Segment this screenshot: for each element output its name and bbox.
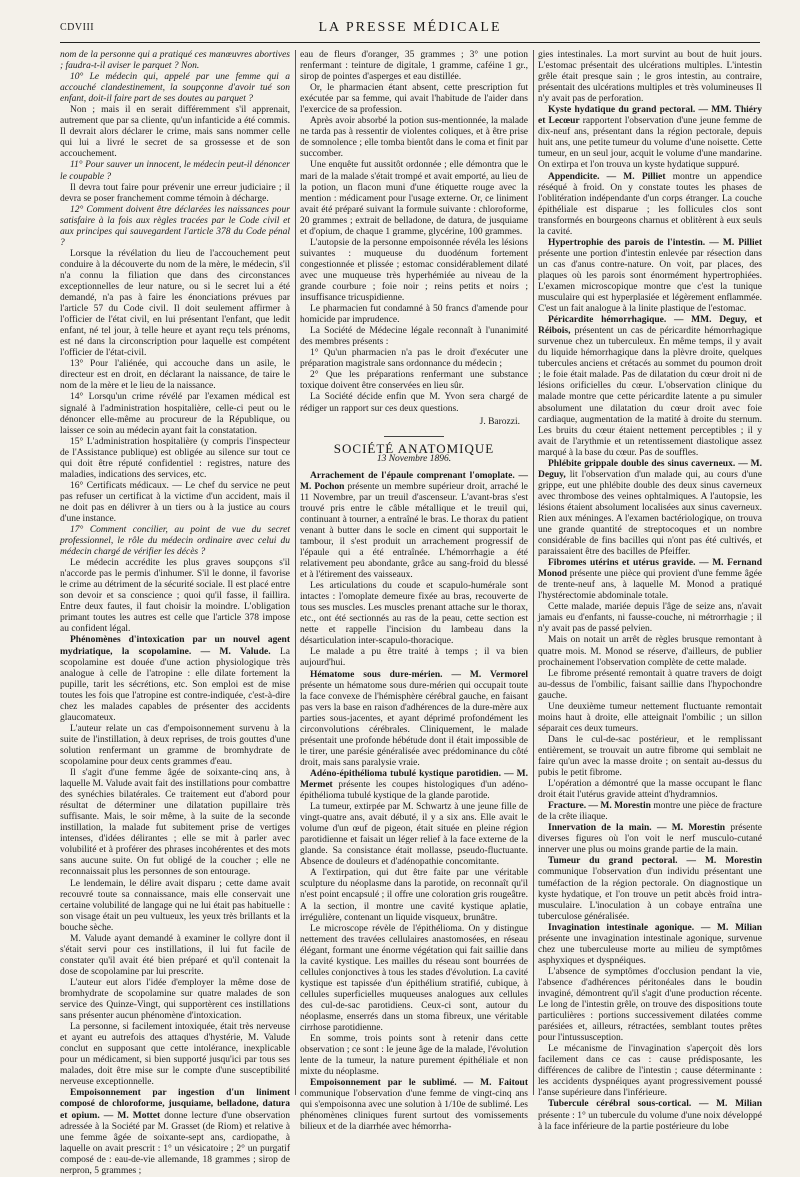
paragraph: 10° Le médecin qui, appelé par une femme qui a accouché clandestinement, la soupçonne d'avoir tué son enfant, doit-il faire part de ses doutes au parquet ? bbox=[60, 72, 290, 105]
article bbox=[300, 1078, 528, 1133]
paragraph: montre une pièce de fracture de la crête iliaque. bbox=[538, 801, 763, 823]
article bbox=[538, 459, 762, 558]
paragraph: Le mécanisme de l'invagination s'aperçoit dès lors facilement dans ce cas : cause prédisposante, les différences de calibre de l'intestin ; cause déterminante : les accidents dyspnéiques ayant progressivement poussé l'anse supérieure dans l'inférieure. bbox=[538, 1044, 762, 1099]
paragraph: En somme, trois points sont à retenir dans cette observation ; ce sont : le jeune âge de la malade, l'évolution lente de la tumeur, la nature purement épithéliale et non mixte du néoplasme. bbox=[300, 1034, 528, 1078]
article-heading: Tubercule cérébral sous-cortical. bbox=[548, 1099, 692, 1110]
paragraph: A l'extirpation, qui dut être faite par une véritable sculpture du néoplasme dans la parotide, on reconnaît qu'il n'est point encapsulé ; il offre une coloration gris rougeâtre. A la section, il montre une cavité kystique aplatie, irrégulière, contenant un liquide visqueux, brunâtre. bbox=[300, 868, 528, 923]
article-author: — M. Morestin bbox=[686, 856, 762, 867]
article-heading: Phlébite grippale double des sinus caverneux. bbox=[548, 458, 736, 469]
paragraph: L'auteur relate un cas d'empoisonnement survenu à la suite de l'instillation, à deux reprises, de trois gouttes d'une solution renfermant un gramme de bromhydrate de scopolamine pour deux cents grammes d'eau. bbox=[60, 723, 290, 767]
article-author: — M. Milian bbox=[700, 922, 763, 933]
paragraph: Le pharmacien fut condamné à 50 francs d'amende pour homicide par imprudence. bbox=[300, 304, 528, 326]
column-divider bbox=[533, 50, 534, 1095]
article bbox=[538, 923, 762, 967]
paragraph: Une enquête fut aussitôt ordonnée ; elle démontra que le mari de la malade s'était trompé et avait emporté, au lieu de la potion, un flacon muni d'une étiquette rouge avec la mention : médicament pour l'usage externe. Or, ce liniment avait été préparé suivant la formule suivante : chloroforme, 20 grammes ; extrait de belladone, de datura, de jusquiame et d'opium, de chaque 1 gramme, glycérine, 100 grammes. bbox=[300, 160, 528, 237]
paragraph: La Société de Médecine légale reconnaît à l'unanimité des membres présents : bbox=[300, 326, 528, 348]
section-title: SOCIÉTÉ ANATOMIQUE bbox=[333, 440, 495, 456]
article-author: — M. Milian bbox=[698, 1099, 763, 1110]
column-1 bbox=[60, 50, 291, 1176]
article-author: — M. Pilliet bbox=[606, 171, 666, 182]
article-heading: Innervation de la main. bbox=[548, 823, 652, 834]
article-author: — M. Mottet bbox=[103, 1110, 161, 1121]
paragraph: eau de fleurs d'oranger, 35 grammes ; 3° une potion renfermant : teinture de digitale, 1 gramme, caféine 1 gr., sirop de pointes d'asperges et eau distillée. bbox=[300, 50, 528, 83]
paragraph: 17° Comment concilier, au point de vue du secret professionnel, le rôle du médecin ordinaire avec celui du médecin chargé de vérifier les décès ? bbox=[60, 525, 290, 558]
paragraph: Le fibrome présenté remontait à quatre travers de doigt au-dessus de l'ombilic, faisant saillie dans l'hypochondre gauche. bbox=[538, 668, 762, 701]
page-number: CDVIII bbox=[60, 22, 95, 33]
article bbox=[538, 558, 762, 602]
paragraph: Or, le pharmacien étant absent, cette prescription fut exécutée par sa femme, qui avait l'habitude de l'aider dans l'exercice de sa profession. bbox=[300, 83, 528, 116]
article-author: — MM. Deguy, et Réibois, bbox=[538, 315, 762, 337]
article-author: — M. Morestin bbox=[588, 801, 651, 812]
paragraph: L'autopsie de la personne empoisonnée révéla les lésions suivantes : muqueuse du duodénum fortement congestionnée et plissée ; estomac considérablement dilaté avec une muqueuse très hyperhémiée au niveau de la grande courbure ; foie noir ; reins petits et noirs ; insuffisance tricuspidienne. bbox=[300, 237, 528, 304]
paragraph: La scopolamine est douée d'une action physiologique très analogue à celle de l'atropine : elle dilate fortement la pupille, tarit les sécrétions, etc. Son emploi est de mise toutes les fois que l'atropine est contre-indiquée, c'est-à-dire chez les malades capables de présenter des accidents glaucomateux. bbox=[60, 646, 290, 723]
article-heading: Fracture. bbox=[548, 801, 587, 812]
article bbox=[538, 801, 762, 823]
article-author: — M. Morestin bbox=[656, 823, 726, 834]
paragraph: Non ; mais il en serait différemment s'il apprenait, autrement que par sa cliente, qu'un infanticide a été commis. Il devrait alors déclarer le crime, mais sans nommer celle qui lui a livré le secret de sa grossesse et de son accouchement. bbox=[60, 105, 290, 160]
paragraph: montre un appendice réséqué à froid. On y constate toutes les phases de l'oblitération indépendante d'un corps étranger. La couche épithéliale est disparue ; les follicules clos sont transformés en bourgeons charnus et oblitèrent à eux seuls la cavité. bbox=[538, 171, 762, 237]
article bbox=[300, 769, 528, 802]
paragraph: L'opération a démontré que la masse occupant le flanc droit était l'utérus gravide atteint d'hydramnios. bbox=[538, 779, 762, 801]
page-header bbox=[60, 22, 760, 38]
paragraph: présente diverses figures où l'on voit le nerf musculo-cutané innerver une plus ou moins grande partie de la main. bbox=[538, 823, 763, 856]
paragraph: 16° Certificats médicaux. — Le chef du service ne peut pas refuser un certificat à la victime d'un accident, mais il ne doit pas en délivrer à un tiers ou à la justice au cours d'une instance. bbox=[60, 480, 290, 524]
article bbox=[538, 238, 762, 315]
paragraph: Le lendemain, le délire avait disparu ; cette dame avait recouvré toute sa connaissance, mais elle conservait une certaine volubilité de langage qui ne lui était pas habituelle : son visage était un peu vultueux, les yeux très brillants et la bouche sèche. bbox=[60, 878, 290, 933]
paragraph: présente : 1° un tubercule du volume d'une noix développé à la face inférieure de la partie postérieure du lobe bbox=[538, 1110, 762, 1132]
article-heading: Phénomènes d'intoxication par un nouvel agent mydriatique, la scopolamine. bbox=[60, 635, 290, 657]
paragraph: Il s'agit d'une femme âgée de soixante-cinq ans, à laquelle M. Valude avait fait des instillations pour combattre des synéchies bilatérales. Ce traitement eut d'abord pour résultat de déterminer une dilatation pupillaire très suffisante. Mais, le soir même, à la suite de la seconde instillation, la malade fut subitement prise de vertiges intenses, d'idées délirantes ; elle se mit à parler avec volubilité et à proférer des phrases incohérentes et des mots sans aucune suite. On fut obligé de la coucher ; elle ne reconnaissait plus les personnes de son entourage. bbox=[60, 768, 290, 878]
paragraph: communique l'observation d'une femme de vingt-cinq ans qui s'empoisonna avec une solution à 1/10e de sublimé. Les phénomènes cliniques furent surtout des vomissements bilieux et de la diarrhée avec hémorrha- bbox=[300, 1089, 528, 1133]
article-heading: Invagination intestinale agonique. bbox=[548, 922, 695, 933]
article bbox=[538, 105, 762, 171]
article-author: — M. Pochon bbox=[300, 470, 528, 492]
paragraph: Une deuxième tumeur nettement fluctuante remontait moins haut à droite, elle atteignait l'ombilic ; un sillon séparait ces deux tumeurs. bbox=[538, 701, 762, 734]
separator-rule bbox=[384, 436, 444, 437]
article-author: — MM. Thiéry et Lecœur bbox=[538, 105, 762, 127]
paragraph: 13° Pour l'aliénée, qui accouche dans un asile, le directeur est en droit, en déclarant la naissance, de taire le nom de la mère et le lieu de la naissance. bbox=[60, 359, 290, 392]
paragraph: présente un hématome sous dure-mérien qui occupait toute la face convexe de l'hémisphère cérébral gauche, en faisant pas vers la base en raison d'adhérences de la dure-mère aux parties sous-jacentes, et ayant déprimé profondément les circonvolutions cérébrales. Cliniquement, le malade présentait une profonde hébétude dont il était impossible de le tirer, une parésie généralisée avec prédominance du côté droit, mais sans paralysie vraie. bbox=[300, 680, 528, 768]
article-heading: Hématome sous dure-mérien. bbox=[310, 669, 443, 680]
article-heading: Hypertrophie des parois de l'intestin. bbox=[548, 237, 706, 248]
section-date: 13 Novembre 1896. bbox=[376, 453, 452, 464]
article-author: — M. Deguy, bbox=[538, 458, 763, 480]
article-heading: Empoisonnement par le sublimé. bbox=[310, 1078, 457, 1089]
journal-title: LA PRESSE MÉDICALE bbox=[318, 20, 502, 35]
paragraph: L'absence de symptômes d'occlusion pendant la vie, l'absence d'adhérences péritonéales dans le boudin invaginé, démontrent qu'il s'agit d'une production récente. Le long de l'intestin grêle, on trouve des dispositions toute particulières : portions successivement dilatées comme parésiées et, ailleurs, rétractées, semblant toutes prêtes pour l'intussusception. bbox=[538, 966, 762, 1044]
article-heading: Kyste hydatique du grand pectoral. bbox=[548, 105, 696, 116]
article-heading: Tumeur du grand pectoral. bbox=[548, 856, 678, 867]
article bbox=[538, 823, 762, 856]
paragraph: présente une invagination intestinale agonique, survenue chez une tuberculeuse morte au milieu de symptômes asphyxiques et dyspnéiques. bbox=[538, 933, 762, 966]
paragraph: donne lecture d'une observation adressée à la Société par M. Grasset (de Riom) et relative à une femme âgée de soixante-sept ans, cardiopathe, à laquelle on avait prescrit : 1° un vésicatoire ; 2° un purgatif composé de : eau-de-vie allemande, 18 grammes ; sirop de nerpron, 5 grammes ; bbox=[60, 1110, 291, 1176]
article bbox=[538, 315, 762, 459]
paragraph: Les articulations du coude et scapulo-humérale sont intactes : l'omoplate demeure fixée au bras, recouverte de tous ses muscles. Les muscles prenant attache sur le thorax, etc., ont été sectionnés au ras de la peau, cette section est nette et rappelle l'incision du lambeau dans la désarticulation inter-scapulo-thoracique. bbox=[300, 581, 528, 647]
article-heading: Empoisonnement par ingestion d'un liniment composé de chloroforme, jusquiame, belladone, datura et opium. bbox=[60, 1088, 290, 1121]
column-2 bbox=[300, 50, 529, 1133]
paragraph: présentent un cas de péricardite hémorrhagique survenue chez un tuberculeux. En même temps, il y avait du liquide hémorrhagique dans la plèvre droite, quelques tubercules anciens et crétacés au sommet du poumon droit ; le foie était malade. Pas de dilatation du cœur droit ni de lésions orificielles du cœur. L'observation clinique du malade montre que cette péricardite latente a pu simuler absolument une dilatation du cœur droit avec foie cardiaque, augmentation de la matité à droite du sternum. Les bruits du cœur étaient nettement perceptibles ; il y avait de l'arythmie et un retentissement diastolique assez marqué à la base du cœur. Pas de souffles. bbox=[538, 326, 762, 458]
paragraph: 2° Que les préparations renfermant une substance toxique doivent être conservées en lieu sûr. bbox=[300, 370, 528, 392]
article bbox=[300, 670, 528, 769]
paragraph: Le microscope révèle de l'épithélioma. On y distingue nettement des travées cellulaires anastomosées, en réseau élégant, formant une énorme végétation qui fait saillie dans la cavité kystique. Les mailles du réseau sont bourrées de cellules conjonctives à tous les stades d'évolution. La cavité kystique est tapissée d'un épithélium stratifié, cubique, à cellules superficielles muqueuses analogues aux cellules des cul-de-sac parotidiens. Ceux-ci sont, autour du néoplasme, enserrés dans un stoma fibreux, une véritable cirrhose parotidienne. bbox=[300, 923, 528, 1034]
article bbox=[538, 172, 762, 238]
article-author: — M. Faitout bbox=[463, 1078, 528, 1089]
article-author: — M. Fernand Monod bbox=[538, 558, 762, 580]
article-author: — M. Pilliet bbox=[709, 237, 763, 248]
column-3 bbox=[538, 50, 763, 1132]
paragraph: M. Valude ayant demandé à examiner le collyre dont il s'était servi pour ces instillations, il lui fut facile de constater qu'il avait été bien préparé et qu'il contenait la dose de scopolamine par lui prescrite. bbox=[60, 933, 290, 977]
article bbox=[60, 635, 290, 723]
paragraph: Il devra tout faire pour prévenir une erreur judiciaire ; il devra se poser franchement comme témoin à décharge. bbox=[60, 182, 290, 204]
paragraph: 11° Pour sauver un innocent, le médecin peut-il dénoncer le coupable ? bbox=[60, 160, 290, 182]
paragraph: Lorsque la révélation du lieu de l'accouchement peut conduire à la découverte du nom de la mère, le médecin, s'il n'a connu la filiation que dans des circonstances exceptionnelles de leur nature, ou si le secret lui a été demandé, n'a pas à faire les énonciations prévues par l'article 57 du Code civil. Il doit seulement affirmer à l'officier de l'état civil, en lui présentant l'enfant, que ledit enfant, né tel jour, à telle heure et ayant reçu tels prénoms, est né dans la circonscription pour laquelle est compétent l'officier de l'état-civil. bbox=[60, 248, 290, 359]
paragraph: communique l'observation d'un individu présentant une tuméfaction de la région pectorale. On diagnostique un kyste hydatique, et l'on trouve un petit abcès froid intra-musculaire. L'inoculation à un cobaye entraîna une tuberculose généralisée. bbox=[538, 867, 762, 922]
article-author: — M. Vermorel bbox=[451, 669, 529, 680]
paragraph: 14° Lorsqu'un crime révélé par l'examen médical est signalé à l'administration hospitalière, celle-ci peut ou le dénoncer elle-même au procureur de la République, ou laisser ce soin au médecin ayant fait la constatation. bbox=[60, 392, 290, 436]
paragraph: rapportent l'observation d'une jeune femme de dix-neuf ans, présentant dans la région pectorale, depuis huit ans, une petite tumeur du volume d'une noisette. Cette tumeur, en un seul jour, acquit le volume d'une mandarine. On extirpa et l'on trouva un kyste hydatique suppuré. bbox=[538, 116, 763, 171]
article bbox=[60, 1088, 290, 1176]
paragraph: 15° L'administration hospitalière (y compris l'inspecteur de l'Assistance publique) est obligée au silence sur tout ce qui doit être réputé confidentiel : registres, nature des maladies, indications des services, etc. bbox=[60, 436, 290, 480]
paragraph: La tumeur, extirpée par M. Schwartz à une jeune fille de vingt-quatre ans, avait débuté, il y a six ans. Elle avait le volume d'un œuf de pigeon, était située en pleine région parotidienne et faisait un léger relief à la face externe de la glande. Sa consistance était mollasse, pseudo-fluctuante. Absence de douleurs et d'adénopathie concomitante. bbox=[300, 802, 528, 868]
article-heading: Appendicite. bbox=[548, 171, 600, 182]
paragraph: Le médecin accrédite les plus graves soupçons s'il n'accorde pas le permis d'inhumer. S'il le donne, il favorise le crime au détriment de la sécurité sociale. Il est placé entre son devoir et sa conscience ; quoi qu'il fasse, il faillira. Entre deux fautes, il faut choisir la moindre. L'obligation primant toutes les autres est celle que l'article 378 impose au confident légal. bbox=[60, 558, 290, 635]
paragraph: Mais on notait un arrêt de règles brusque remontant à quatre mois. M. Monod se réserve, d'ailleurs, de publier prochainement l'observation complète de cette malade. bbox=[538, 635, 762, 668]
article-heading: Arrachement de l'épaule comprenant l'omoplate. bbox=[310, 470, 515, 481]
article bbox=[538, 856, 762, 922]
article-heading: Péricardite hémorrhagique. bbox=[548, 315, 667, 326]
paragraph: nom de la personne qui a pratiqué ces manœuvres abortives ; faudra-t-il aviser le parquet ? Non. bbox=[60, 50, 290, 72]
paragraph: L'auteur eut alors l'idée d'employer la même dose de bromhydrate de scopolamine sur quatre malades de son service des Quinze-Vingt, qui supportèrent ces instillations sans présenter aucun phénomène d'intoxication. bbox=[60, 977, 290, 1022]
article-heading: Fibromes utérins et utérus gravide. bbox=[548, 558, 696, 569]
article-author: — M. Mermet bbox=[300, 768, 529, 790]
paragraph: 12° Comment doivent être déclarées les naissances pour satisfaire à la fois aux règles tracées par le Code civil et aux principes qui sauvegardent l'article 378 du Code pénal ? bbox=[60, 204, 290, 248]
article-author: — M. Valude. bbox=[200, 646, 271, 657]
article bbox=[300, 471, 528, 581]
paragraph: présente un membre supérieur droit, arraché le 11 Novembre, par un treuil d'ascenseur. L'avant-bras s'est trouvé pris entre le câble métallique et le treuil qui, continuant à tourner, a entraîné le bras. Le thorax du patient venant à butter dans le socle en ciment qui supportait le tambour, il s'est produit un arrachement progressif de l'épaule qui a été entraînée. L'hémorrhagie a été relativement peu abondante, grâce au sang-froid du blessé et à l'étirement des vaisseaux. bbox=[300, 481, 528, 581]
signature: J. Barozzi. bbox=[479, 416, 520, 427]
paragraph: présente les coupes histologiques d'un adéno-épithélioma tubulé kystique de la glande parotide. bbox=[300, 780, 529, 802]
article-heading: Adéno-épithélioma tubulé kystique parotidien. bbox=[310, 768, 501, 779]
paragraph: gies intestinales. La mort survint au bout de huit jours. L'estomac présentait des ulcérations multiples. L'intestin grêle était presque sain ; le gros intestin, au contraire, présentait des ulcérations multiples et très volumineuses Il n'y avait pas de perforation. bbox=[538, 50, 762, 105]
column-divider bbox=[295, 50, 296, 1095]
paragraph: présente une pièce qui provient d'une femme âgée de trente-neuf ans, à laquelle M. Monod a pratiqué l'hystérectomie abdominale totale. bbox=[538, 569, 762, 602]
paragraph: présente une portion d'intestin enlevée par résection dans un cas d'anus contre-nature. On voit, par places, des plaques où les parois sont énormément hypertrophiées. L'examen microscopique montre que c'est la tunique musculaire qui est hyperplasiée et légèrement enflammée. C'est un fait analogue à la linite plastique de l'estomac. bbox=[538, 248, 762, 315]
paragraph: Après avoir absorbé la potion sus-mentionnée, la malade ne tarda pas à ressentir de violentes coliques, et à être prise de somnolence ; elle tomba bientôt dans le coma et finit par succomber. bbox=[300, 116, 528, 160]
paragraph: La personne, si facilement intoxiquée, était très nerveuse et ayant eu autrefois des attaques d'hystérie, M. Valude conclut en supposant que cette intolérance, inexplicable pour un médicament, si bien supporté jusqu'ici par tous ses malades, doit être mise sur le compte d'une susceptibilité nerveuse exceptionnelle. bbox=[60, 1022, 290, 1088]
paragraph: Dans le cul-de-sac postérieur, et le remplissant entièrement, se trouvait un autre fibrome qui semblait ne faire qu'un avec la masse droite ; on sentait au-dessus du pubis le petit fibrome. bbox=[538, 734, 762, 779]
paragraph: Cette malade, mariée depuis l'âge de seize ans, n'avait jamais eu d'enfants, ni fausse-couche, ni métrorrhagie ; il n'y avait pas de passé pelvien. bbox=[538, 602, 762, 635]
paragraph: lit l'observation d'un malade qui, au cours d'une grippe, eut une phlébite double des deux sinus caverneux avec thrombose des veines ophtalmiques. A l'autopsie, les lésions étaient absolument localisées aux sinus caverneux. Rien aux méninges. A l'examen bactériologique, on trouva une grande quantité de streptocoques et un nombre considérable de fins bacilles qui n'ont pas été cultivés, et paraissaient être des bacilles de Pfeiffer. bbox=[538, 469, 763, 558]
paragraph: La Société décide enfin que M. Yvon sera chargé de rédiger un rapport sur ces deux questions. bbox=[300, 392, 528, 414]
paragraph: Le malade a pu être traité à temps ; il va bien aujourd'hui. bbox=[300, 647, 528, 669]
header-rule bbox=[60, 42, 760, 43]
paragraph: 1° Qu'un pharmacien n'a pas le droit d'exécuter une préparation magistrale sans ordonnance du médecin ; bbox=[300, 348, 528, 370]
article bbox=[538, 1099, 762, 1132]
